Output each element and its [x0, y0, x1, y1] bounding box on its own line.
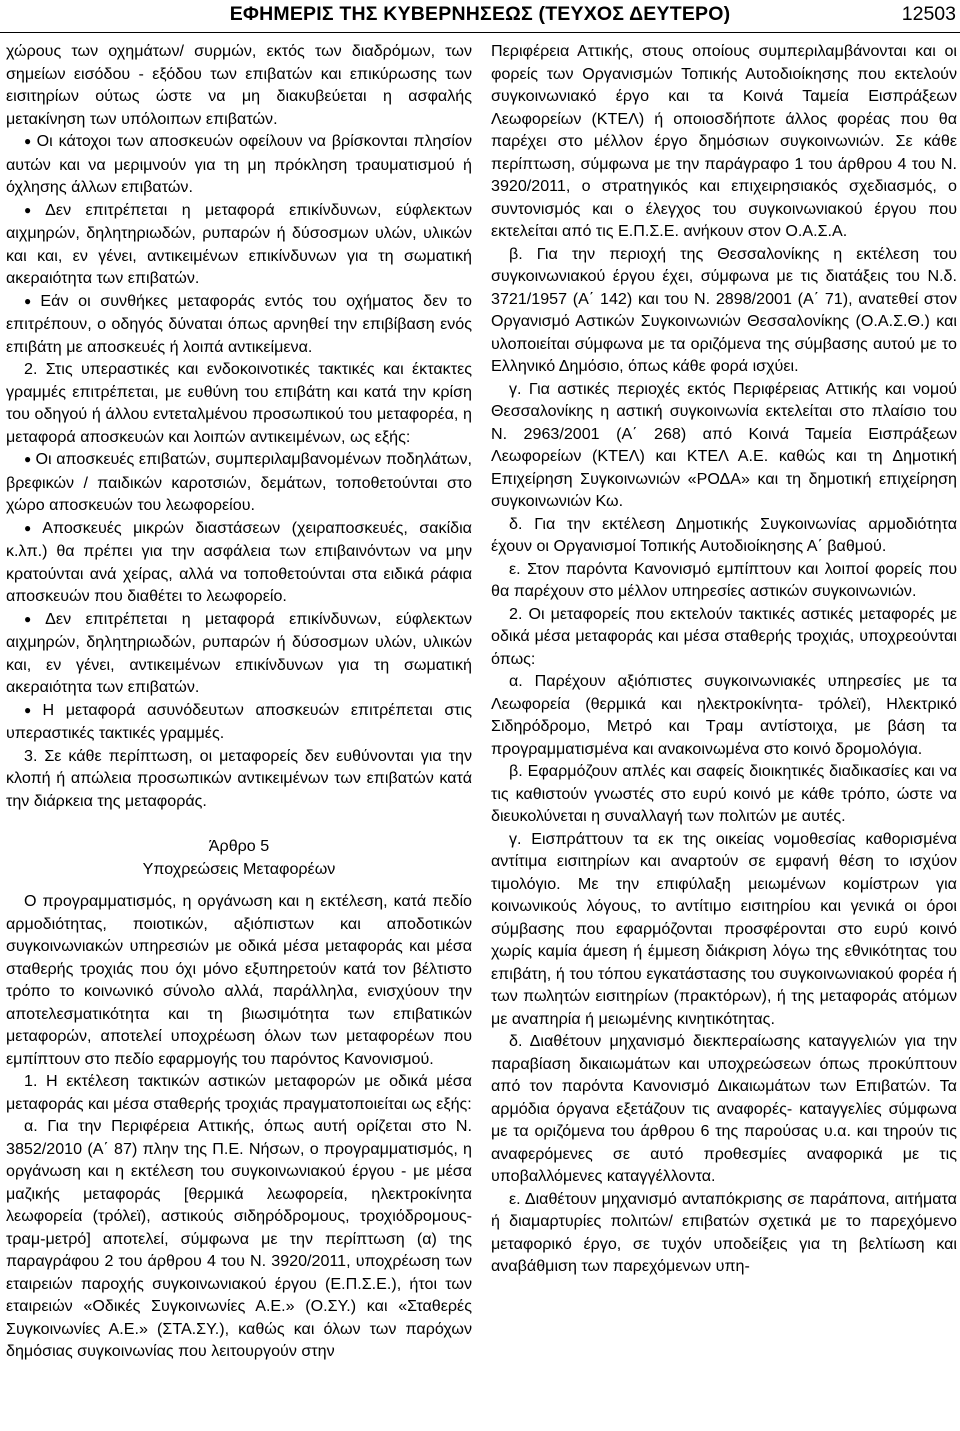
paragraph: 1. Η εκτέλεση τακτικών αστικών μεταφορών με οδικά μέσα μεταφοράς και μέσα σταθερής τροχιάς πραγματοποιείται ως εξής: [6, 1072, 472, 1113]
bullet-item: ● Δεν επιτρέπεται η μεταφορά επικίνδυνων, εύφλεκτων αιχμηρών, δηλητηριωδών, ρυπαρών ή δύσοσμων υλών, υλικών και, εν γένει, αντικειμένων επικίνδυνων για τη σωματική ακεραιότητα των επιβατών. [6, 608, 472, 699]
paragraph: β. Για την περιοχή της Θεσσαλονίκης η εκτέλεση του συγκοινωνιακού έργου έχει, σύμφωνα με τις διατάξεις του Ν.δ. 3721/1957 (Α΄ 142) και του Ν. 2898/2001 (Α΄ 71), ανατεθεί στον Οργανισμό Αστικών Συγκοινωνιών Θεσσαλονίκης (Ο.Α.Σ.Θ.) και υλοποιείται σύμφωνα με τα οριζόμενα της σύμβασης αυτού με το Ελληνικό Δημόσιο, όπως κάθε φορά ισχύει. [491, 244, 957, 375]
paragraph: Περιφέρεια Αττικής, στους οποίους συμπεριλαμβάνονται και οι φορείς των Οργανισμών Τοπικής Αυτοδιοίκησης που εκτελούν συγκοινωνιακό έργο και τα Κοινά Ταμεία Εισπράξεων Λεωφορείων (ΚΤΕΛ) ή οποιοσδήποτε άλλος φορέας που θα παρέχει στο μέλλον έργο δημόσιων συγκοινωνιών. Σε κάθε περίπτωση, σύμφωνα με την παράγραφο 1 του άρθρου 4 του Ν. 3920/2011, ο στρατηγικός και επιχειρησιακός σχεδιασμός, ο συντονισμός και ο έλεγχος του συγκοινωνιακού έργου που εκτελείται από τις Ε.Π.Σ.Ε. ανήκουν στον Ο.Α.Σ.Α. [491, 42, 957, 240]
paragraph: δ. Διαθέτουν μηχανισμό διεκπεραίωσης καταγγελιών για την παραβίαση δικαιωμάτων και υποχρεώσεων όπως προκύπτουν από τον παρόντα Κανονισμό Δικαιωμάτων των Επιβατών. Τα αρμόδια όργανα εξετάζουν τις αναφορές- καταγγελίες σύμφωνα με τα οριζόμενα του άρθρου 6 της παρούσας υ.α. και τηρούν τις αναφερόμενες σε αυτό προθεσμίες αναφορικά με τις υποβαλλόμενες καταγγέλλοντα. [491, 1032, 957, 1185]
paragraph: γ. Για αστικές περιοχές εκτός Περιφέρειας Αττικής και νομού Θεσσαλονίκης η αστική συγκοινωνία εκτελείται στο πλαίσιο του Ν. 2963/2001 (Α΄ 268) από Κοινά Ταμεία Εισπράξεων Λεωφορείων (ΚΤΕΛ) και ΚΤΕΛ Α.Ε. καθώς και τη Δημοτική Επιχείρηση Συγκοινωνιών «ΡΟΔΑ» και τη δημοτική επιχείρηση συγκοινωνιών Κω. [491, 379, 957, 510]
paragraph: 2. Οι μεταφορείς που εκτελούν τακτικές αστικές μεταφορές με οδικά μέσα μεταφοράς και μέσα σταθερής τροχιάς, υποχρεούνται όπως: [491, 604, 957, 668]
paragraph: 3. Σε κάθε περίπτωση, οι μεταφορείς δεν ευθύνονται για την κλοπή ή απώλεια προσωπικών αντικειμένων των επιβατών κατά την διάρκεια της μεταφοράς. [6, 746, 472, 810]
gazette-title: ΕΦΗΜΕΡΙΣ ΤΗΣ ΚΥΒΕΡΝΗΣΕΩΣ (ΤΕΥΧΟΣ ΔΕΥΤΕΡΟ) [229, 3, 731, 25]
bullet-item: ● Δεν επιτρέπεται η μεταφορά επικίνδυνων, εύφλεκτων αιχμηρών, δηλητηριωδών, ρυπαρών ή δύσοσμων υλών, υλικών και και, εν γένει, αντικειμένων επικίνδυνων για τη σωματική ακεραιότητα των επιβατών. [6, 199, 472, 290]
page-number: 12503 [901, 3, 956, 25]
bullet-item: ● Οι κάτοχοι των αποσκευών οφείλουν να βρίσκονται πλησίον αυτών και να μεριμνούν για τη μη πρόκληση τραυματισμού ή όχλησης άλλων επιβατών. [6, 130, 472, 199]
paragraph: 2. Στις υπεραστικές και ενδοκοινοτικές τακτικές και έκτακτες γραμμές επιτρέπεται, με ευθύνη του επιβάτη και κατά την κρίση του οδηγού ή άλλου εντεταλμένου προσωπικού του μεταφορέα, η μεταφορά αποσκευών και λοιπών αντικειμένων, ως εξής: [6, 360, 472, 446]
paragraph: β. Εφαρμόζουν απλές και σαφείς διοικητικές διαδικασίες και να τις καθιστούν γνωστές στο ευρύ κοινό με κάθε τρόπο, ώστε να διευκολύνεται η συναλλαγή των πολιτών με αυτές. [491, 762, 957, 825]
paragraph: Ο προγραμματισμός, η οργάνωση και η εκτέλεση, κατά πεδίο αρμοδιότητας, ποιοτικών, αξιόπιστων και αποδοτικών συγκοινωνιακών υπηρεσιών με οδικά μέσα μεταφοράς και μέσα σταθερής τροχιάς που όχι μόνο εξυπηρετούν κατά τον βέλτιστο τρόπο το κοινωνικό σύνολο αλλά, παράλληλα, ενισχύουν την αποτελεσματικότητα και τη βιωσιμότητα των επιβατικών μεταφορών, αποτελεί υποχρέωση όλων των μεταφορέων που εμπίπτουν στο πεδίο εφαρμογής του παρόντος Κανονισμού. [6, 892, 472, 1068]
bullet-item: ● Αποσκευές μικρών διαστάσεων (χειραποσκευές, σακίδια κ.λπ.) θα πρέπει για την ασφάλεια των επιβαινόντων να μην κρατούνται ανά χείρας, αλλά να τοποθετούνται στα ειδικά ράφια αποσκευών που διαθέτει το λεωφορείο. [6, 517, 472, 608]
page-header [0, 0, 960, 33]
paragraph: α. Παρέχουν αξιόπιστες συγκοινωνιακές υπηρεσίες με τα Λεωφορεία (θερμικά και ηλεκτροκίνητα- τρόλεϊ), Ηλεκτρικό Σιδηρόδρομο, Μετρό και Τραμ αντίστοιχα, με βάση τα προγραμματισμένα και ανακοινωμένα στο κοινό δρομολόγια. [491, 672, 957, 758]
article-title: Υποχρεώσεις Μεταφορέων [142, 859, 336, 878]
right-column [491, 40, 957, 1278]
paragraph: δ. Για την εκτέλεση Δημοτικής Συγκοινωνίας αρμοδιότητα έχουν οι Οργανισμοί Τοπικής Αυτοδιοίκησης Α΄ βαθμού. [491, 514, 957, 555]
paragraph: γ. Εισπράττουν τα εκ της οικείας νομοθεσίας καθορισμένα αντίτιμα εισιτηρίων και αναρτούν σε εμφανή θέση το ισχύον τιμολόγιο. Με την επιφύλαξη μειωμένων κομίστρων για κοινωνικούς λόγους, το αντίτιμο εισιτηρίου και γενικά οι όροι σύμβασης που εφαρμόζονται προσφέρονται στο ευρύ κοινό χωρίς καμία άμεση ή έμμεση διάκριση λόγω της εθνικότητας του επιβάτη, ή του τόπου εγκατάστασης του συγκοινωνιακού φορέα ή των πωλητών εισιτηρίων (πρακτόρων), ή της μεταφοράς ατόμων με αναπηρία ή μειωμένης κινητικότητας. [491, 829, 957, 1028]
left-column [6, 40, 472, 1363]
paragraph: α. Για την Περιφέρεια Αττικής, όπως αυτή ορίζεται στο Ν. 3852/2010 (Α΄ 87) πλην της Π.Ε. Νήσων, ο προγραμματισμός, η οργάνωση και η εκτέλεση του συγκοινωνιακού έργου - με μέσα μαζικής μεταφοράς [θερμικά λεωφορεία, ηλεκτροκίνητα λεωφορεία (τρόλεϊ), αστικούς σιδηρόδρομους, τροχιόδρομους-τραμ-μετρό] αποτελεί, σύμφωνα με την περίπτωση (α) της παραγράφου 2 του άρθρου 4 του Ν. 3920/2011, υποχρέωση των εταιρειών παροχής συγκοινωνιακού έργου (Ε.Π.Σ.Ε.), ήτοι των εταιρειών «Οδικές Συγκοινωνίες Α.Ε.» (Ο.ΣΥ.) και «Σταθερές Συγκοινωνίες Α.Ε.» (ΣΤΑ.ΣΥ.), καθώς και όλων των παρόχων δημόσιας συγκοινωνίας που λειτουργούν στην [6, 1117, 472, 1360]
article-number: Άρθρο 5 [208, 837, 270, 855]
paragraph: ε. Στον παρόντα Κανονισμό εμπίπτουν και λοιποί φορείς που θα παρέχουν στο μέλλον υπηρεσίες αστικών συγκοινωνιών. [491, 559, 957, 600]
bullet-item: ● Εάν οι συνθήκες μεταφοράς εντός του οχήματος δεν το επιτρέπουν, ο οδηγός δύναται όπως αρνηθεί την επιβίβαση ενός επιβάτη με αποσκευές ή λοιπά αντικείμενα. [6, 290, 472, 359]
paragraph: ε. Διαθέτουν μηχανισμό ανταπόκρισης σε παράπονα, αιτήματα ή διαμαρτυρίες πολιτών/ επιβατών σχετικά με το παρεχόμενο μεταφορικό έργο, σε τυχόν υποδείξεις για τη βελτίωση και αναβάθμιση των παρεχόμενων υπη- [491, 1189, 957, 1275]
bullet-item: ● Οι αποσκευές επιβατών, συμπεριλαμβανομένων ποδηλάτων, βρεφικών / παιδικών καροτσιών, δεμάτων, τοποθετούνται στο χώρο αποσκευών του λεωφορείου. [6, 448, 472, 517]
paragraph: χώρους των οχημάτων/ συρμών, εκτός των διαδρόμων, των σημείων εισόδου - εξόδου των επιβατών και επικύρωσης των εισιτηρίων ούτως ώστε να μη διακυβεύεται η ασφαλής μετακίνηση των υπόλοιπων επιβατών. [6, 42, 472, 128]
bullet-item: ● Η μεταφορά ασυνόδευτων αποσκευών επιτρέπεται στις υπεραστικές τακτικές γραμμές. [6, 699, 472, 745]
